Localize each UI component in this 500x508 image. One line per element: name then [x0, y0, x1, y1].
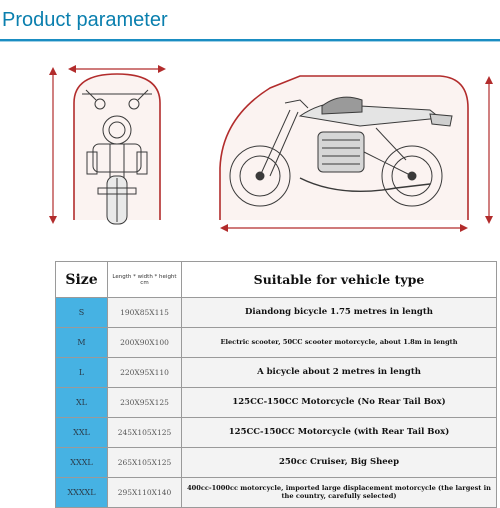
- header-vehicle-type: Suitable for vehicle type: [182, 262, 497, 298]
- table-row: [56, 448, 497, 478]
- size-parameter-table: [55, 261, 497, 508]
- dimensions-cell: 245X105X125: [108, 418, 182, 448]
- size-cell: XXXXL: [56, 478, 108, 508]
- header-size: Size: [56, 262, 108, 298]
- dimensions-cell: 190X85X115: [108, 298, 182, 328]
- side-length-arrow: [220, 224, 468, 232]
- table-row: [56, 328, 497, 358]
- size-cell: XXXL: [56, 448, 108, 478]
- size-cell: M: [56, 328, 108, 358]
- vehicle-type-cell: 400cc-1000cc motorcycle, imported large displacement motorcycle (the largest in the country, carefully selected): [182, 478, 497, 508]
- table-row: [56, 388, 497, 418]
- front-height-arrow: [49, 67, 57, 224]
- dimensions-cell: 220X95X110: [108, 358, 182, 388]
- vehicle-type-cell: 125CC-150CC Motorcycle (No Rear Tail Box): [182, 388, 497, 418]
- header-dimensions: Length * width * height cm: [108, 262, 182, 298]
- table-row: [56, 418, 497, 448]
- page-title: Product parameter: [2, 9, 168, 31]
- vehicle-type-cell: A bicycle about 2 metres in length: [182, 358, 497, 388]
- table-row: [56, 478, 497, 508]
- dimensions-cell: 230X95X125: [108, 388, 182, 418]
- vehicle-type-cell: 125CC-150CC Motorcycle (with Rear Tail Box): [182, 418, 497, 448]
- title-divider-shadow: [0, 41, 500, 42]
- dimension-diagram: [0, 48, 500, 248]
- size-cell: S: [56, 298, 108, 328]
- page-header: [0, 0, 500, 44]
- dimensions-cell: 200X90X100: [108, 328, 182, 358]
- size-cell: XL: [56, 388, 108, 418]
- table-row: [56, 298, 497, 328]
- table-row: [56, 358, 497, 388]
- dimensions-cell: 265X105X125: [108, 448, 182, 478]
- vehicle-type-cell: Diandong bicycle 1.75 metres in length: [182, 298, 497, 328]
- size-cell: L: [56, 358, 108, 388]
- size-cell: XXL: [56, 418, 108, 448]
- side-height-arrow: [485, 76, 493, 224]
- vehicle-type-cell: Electric scooter, 50CC scooter motorcycle, about 1.8m in length: [182, 328, 497, 358]
- dimensions-cell: 295X110X140: [108, 478, 182, 508]
- table-header-row: [56, 262, 497, 298]
- front-width-arrow: [68, 65, 166, 73]
- vehicle-type-cell: 250cc Cruiser, Big Sheep: [182, 448, 497, 478]
